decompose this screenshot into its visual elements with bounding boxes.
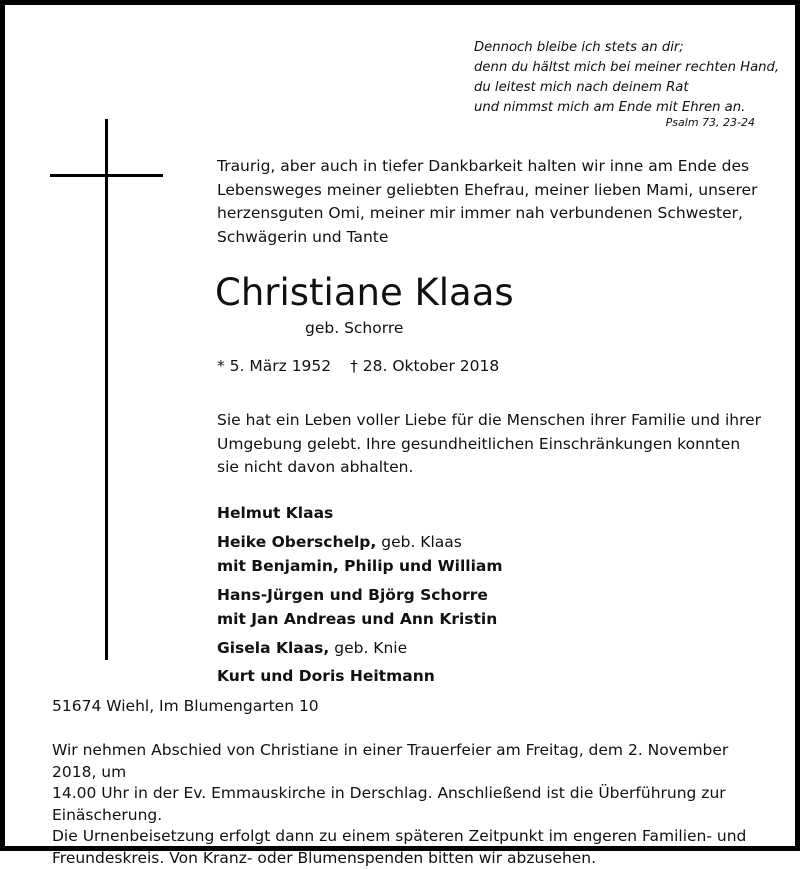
quote-line: du leitest mich nach deinem Rat (474, 78, 794, 98)
life-text (217, 409, 777, 480)
funeral-notice (52, 740, 772, 869)
intro-text (217, 155, 777, 249)
quote-line: und nimmst mich am Ende mit Ehren an. (474, 98, 794, 118)
notice-line: Die Urnenbeisetzung erfolgt dann zu einem späteren Zeitpunkt im engeren Familien- und (52, 826, 772, 848)
life-dates (217, 357, 513, 375)
birth-date: * 5. März 1952 (217, 357, 331, 375)
mourners-list (217, 501, 717, 689)
mourner-hansjuergen: Hans-Jürgen und Björg Schorre (217, 583, 717, 608)
notice-line: Wir nehmen Abschied von Christiane in einer Trauerfeier am Freitag, dem 2. November 2018, um (52, 740, 772, 783)
intro-line: Lebensweges meiner geliebten Ehefrau, meiner lieben Mami, unserer (217, 179, 777, 203)
death-date: † 28. Oktober 2018 (350, 357, 499, 375)
address: 51674 Wiehl, Im Blumengarten 10 (52, 697, 319, 715)
birth-name: geb. Schorre (305, 319, 403, 337)
notice-line: Freundeskreis. Von Kranz- oder Blumenspenden bitten wir abzusehen. (52, 848, 772, 869)
mourner-hansjuergen-children: mit Jan Andreas und Ann Kristin (217, 607, 717, 632)
life-line: sie nicht davon abhalten. (217, 456, 777, 480)
mourner-gisela (217, 636, 717, 661)
mourner-heike-children: mit Benjamin, Philip und William (217, 554, 717, 579)
mourner-kurt: Kurt und Doris Heitmann (217, 664, 717, 689)
intro-line: Schwägerin und Tante (217, 226, 777, 250)
mourner-helmut: Helmut Klaas (217, 501, 717, 526)
cross-icon-bar (50, 174, 163, 177)
quote-source: Psalm 73, 23-24 (605, 116, 755, 129)
quote-line: Dennoch bleibe ich stets an dir; (474, 38, 794, 58)
life-line: Sie hat ein Leben voller Liebe für die Menschen ihrer Familie und ihrer (217, 409, 777, 433)
notice-line: 14.00 Uhr in der Ev. Emmauskirche in Derschlag. Anschließend ist die Überführung zur Einäscherung. (52, 783, 772, 826)
mourner-heike-name: Heike Oberschelp, (217, 533, 376, 551)
deceased-name: Christiane Klaas (215, 271, 514, 315)
life-line: Umgebung gelebt. Ihre gesundheitlichen Einschränkungen konnten (217, 433, 777, 457)
mourner-heike-suffix: geb. Klaas (376, 533, 462, 551)
cross-icon (105, 119, 108, 660)
bible-quote (474, 38, 794, 118)
quote-line: denn du hältst mich bei meiner rechten Hand, (474, 58, 794, 78)
intro-line: Traurig, aber auch in tiefer Dankbarkeit halten wir inne am Ende des (217, 155, 777, 179)
mourner-gisela-suffix: geb. Knie (329, 639, 407, 657)
intro-line: herzensguten Omi, meiner mir immer nah verbundenen Schwester, (217, 202, 777, 226)
mourner-heike (217, 530, 717, 555)
mourner-gisela-name: Gisela Klaas, (217, 639, 329, 657)
